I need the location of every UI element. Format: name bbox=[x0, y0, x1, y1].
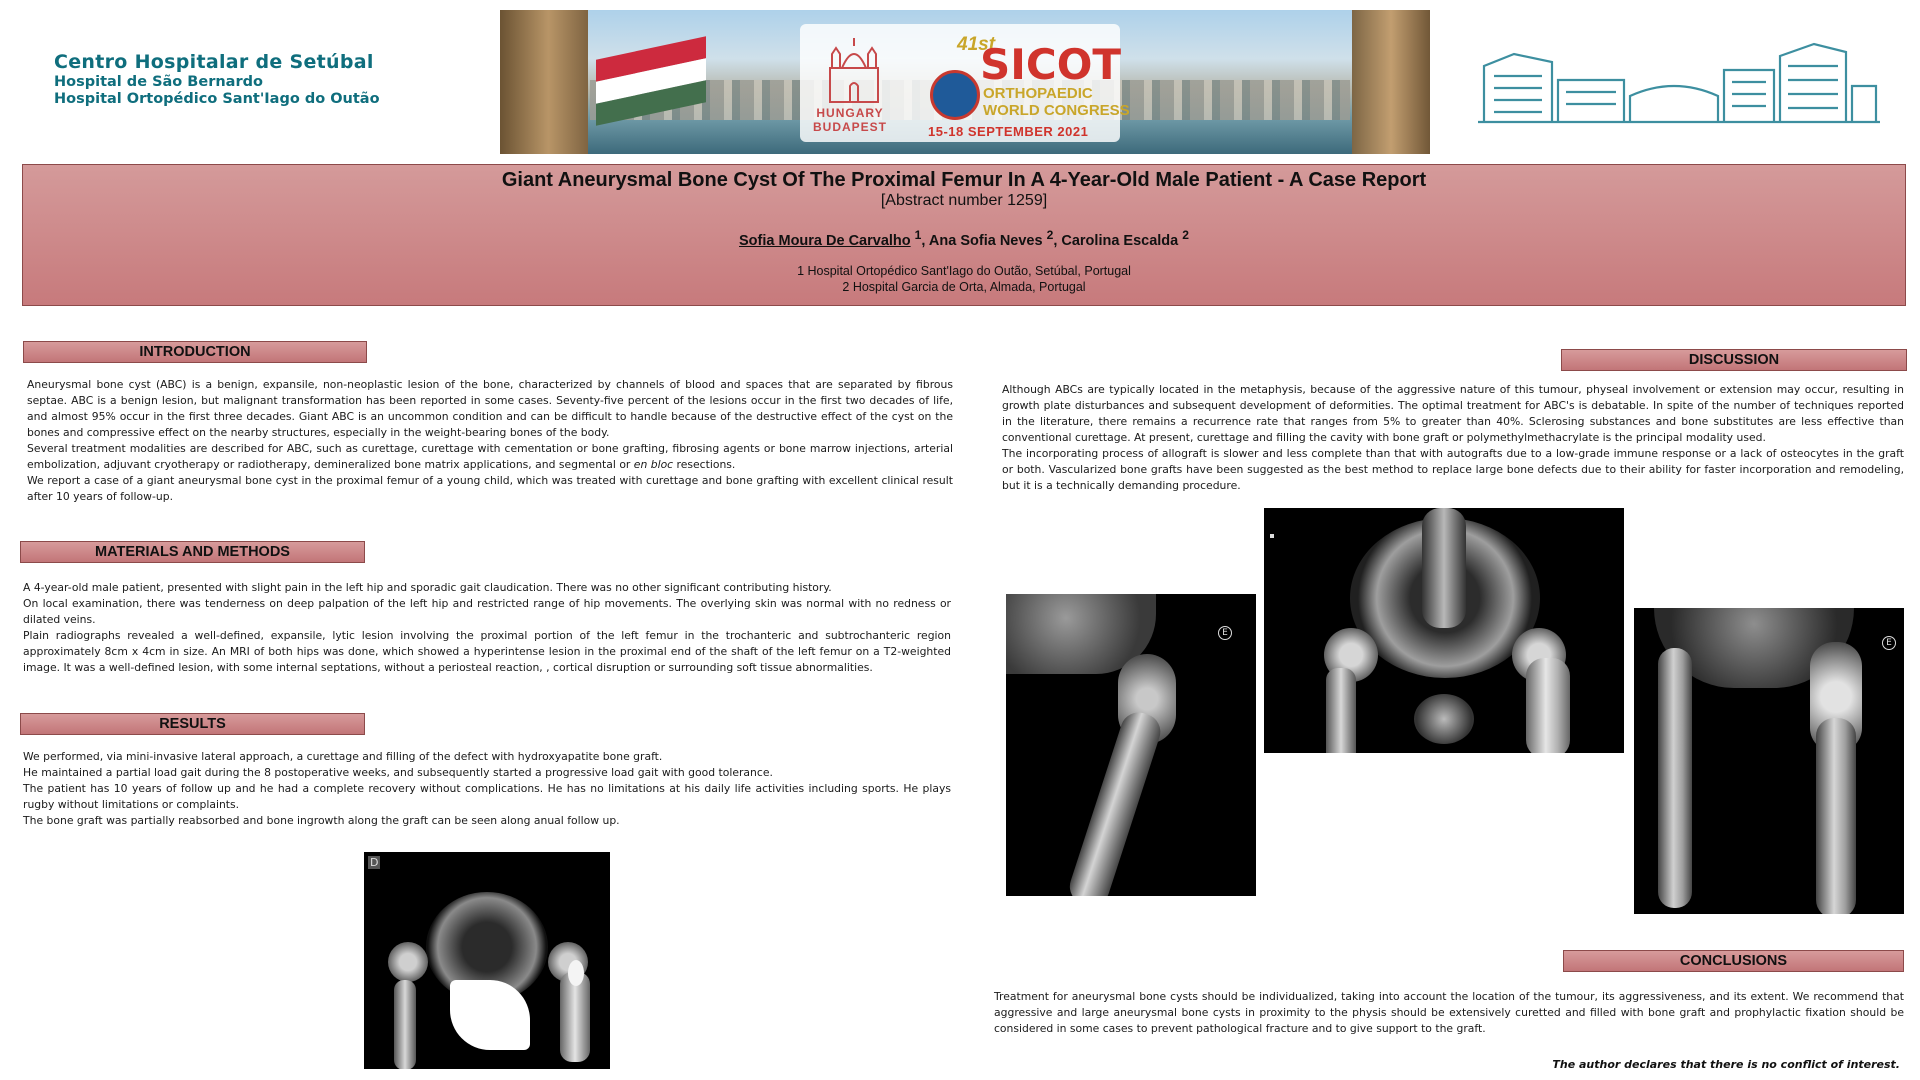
conclusions-paragraph-1: Treatment for aneurysmal bone cysts should be individualized, taking into account the location of the tumour, its aggressiveness, and its extent. We recommend that aggressive and large aneurysmal bone cysts in proximity to the physis should be extensively curetted and filled with bone graft and prophylactic fixation should be considered in some cases to prevent pathological fracture and to give support to the graft. bbox=[994, 990, 1904, 1035]
introduction-heading: INTRODUCTION bbox=[23, 341, 367, 363]
banner-subtitle bbox=[983, 86, 1130, 119]
preop-pelvis-xray bbox=[1264, 508, 1624, 753]
hospital-logo-line2: Hospital de São Bernardo bbox=[54, 73, 263, 90]
results-paragraph-3: The patient has 10 years of follow up and he had a complete recovery without complications. He has no limitations at his daily life activities including sports. He plays rugby without limitations or complaints. bbox=[23, 782, 951, 811]
hospital-logo bbox=[54, 52, 394, 107]
author-3: Carolina Escalda bbox=[1061, 232, 1179, 249]
materials-paragraph-3: Plain radiographs revealed a well-defined, expansile, lytic lesion involving the proximal portion of the left femur in the trochanteric and subtrochanteric region approximately 8cm x 4cm in size. An MRI of both hips was done, which showed a hyperintense lesion in the proximal end of the shaft of the left femur on a T2-weighted image. It was a well-defined lesion, with some internal septations, without a periosteal reaction, , cortical disruption or surrounding soft tissue abnormalities. bbox=[23, 629, 951, 674]
results-text bbox=[23, 749, 951, 829]
hospital-logo-line3: Hospital Ortopédico Sant'Iago do Outão bbox=[54, 90, 380, 107]
preop-femur-xray-left bbox=[1006, 594, 1256, 896]
discussion-text bbox=[1002, 382, 1904, 494]
materials-paragraph-2: On local examination, there was tenderness on deep palpation of the left hip and restricted range of hip movements. The overlying skin was normal with no redness or dilated veins. bbox=[23, 597, 951, 626]
banner-city: BUDAPEST bbox=[812, 120, 887, 134]
introduction-paragraph-2 bbox=[27, 441, 953, 473]
introduction-p2-italic: en bloc bbox=[633, 458, 674, 471]
banner-country-city bbox=[810, 106, 890, 134]
discussion-paragraph-1: Although ABCs are typically located in the metaphysis, because of the aggressive nature of this tumour, physeal involvement or extension may occur, resulting in growth plate disturbances and subsequent development of deformities. The optimal treatment for ABC's is debatable. In spite of the number of techniques reported in the literature, there remains a recurrence rate that ranges from 5% to greater than 40%. Sclerosing substances and bone substitutes are less effective than conventional curettage. At present, curettage and filling the cavity with bone graft or polymethylmethacrylate is the principal modality used. bbox=[1002, 383, 1904, 444]
banner-sicot: SICOT bbox=[980, 40, 1122, 89]
xray-marker-e-left: E bbox=[1218, 626, 1232, 640]
introduction-paragraph-1: Aneurysmal bone cyst (ABC) is a benign, expansile, non-neoplastic lesion of the bone, characterized by channels of blood and spaces that are separated by fibrous septae. ABC is a benign lesion, but malignant transformation has been reported in some cases. Seventy-five percent of the lesions occur in the first two decades of life, and almost 95% occur in the first three decades. Giant ABC is an uncommon condition and can be difficult to handle because of the destructive effect of the cyst on the bones and compressive effect on the nearby structures, especially in the weight-bearing bones of the body. bbox=[27, 378, 953, 439]
author-1-affiliation: 1 bbox=[914, 228, 922, 242]
affiliation-2: 2 Hospital Garcia de Orta, Almada, Portugal bbox=[842, 280, 1086, 295]
results-paragraph-2: He maintained a partial load gait during the 8 postoperative weeks, and subsequently started a progressive load gait with good tolerance. bbox=[23, 766, 773, 779]
introduction-paragraph-3: We report a case of a giant aneurysmal bone cyst in the proximal femur of a young child, which was treated with curettage and bone grafting with excellent clinical result after 10 years of follow-up. bbox=[27, 474, 953, 503]
conclusions-heading: CONCLUSIONS bbox=[1563, 950, 1904, 972]
xray-marker-d: D bbox=[370, 856, 379, 869]
congress-banner bbox=[500, 10, 1430, 154]
basilica-icon bbox=[824, 32, 884, 104]
materials-methods-text bbox=[23, 580, 951, 676]
hospital-logo-line1: Centro Hospitalar de Setúbal bbox=[54, 51, 374, 73]
poster-title: Giant Aneurysmal Bone Cyst Of The Proximal Femur In A 4-Year-Old Male Patient - A Case Report bbox=[501, 169, 1427, 191]
banner-country: HUNGARY bbox=[816, 106, 884, 120]
affiliation-1: 1 Hospital Ortopédico Sant'Iago do Outão, Setúbal, Portugal bbox=[797, 263, 1131, 278]
results-heading: RESULTS bbox=[20, 713, 365, 735]
introduction-p2-a: Several treatment modalities are described for ABC, such as curettage, curettage with cementation or bone grafting, fibrosing agents or bone marrow injections, arterial embolization, adjuvant cryotherapy or radiotherapy, demineralized bone matrix applications, and segmental or bbox=[27, 442, 953, 471]
author-list: Sofia Moura De Carvalho $^1$, Ana Sofia Neves $^2$, Carolina Escalda $^2$ bbox=[739, 228, 1189, 249]
materials-methods-heading: MATERIALS AND METHODS bbox=[20, 541, 365, 563]
xray-corner-marker bbox=[1270, 534, 1274, 538]
title-box bbox=[22, 164, 1906, 306]
xray-marker-e-right: E bbox=[1882, 636, 1896, 650]
column-right-image bbox=[1352, 10, 1430, 154]
affiliations bbox=[23, 263, 1905, 296]
author-2: Ana Sofia Neves bbox=[928, 232, 1043, 249]
sicot-emblem-icon bbox=[930, 70, 980, 120]
column-left-image bbox=[500, 10, 588, 154]
discussion-paragraph-2: The incorporating process of allograft is slower and less complete than that with autografts due to a low-grade immune response or a lack of osteocytes in the graft or both. Vascularized bone grafts have been suggested as the best method to replace large bone defects due to their ability for faster incorporation and remodeling, but it is a technically demanding procedure. bbox=[1002, 447, 1904, 492]
conflict-of-interest-disclaimer: The author declares that there is no conflict of interest. bbox=[1552, 1058, 1900, 1071]
discussion-heading: DISCUSSION bbox=[1561, 349, 1907, 371]
banner-subtitle-line2: WORLD CONGRESS bbox=[983, 101, 1130, 119]
banner-subtitle-line1: ORTHOPAEDIC bbox=[983, 85, 1093, 102]
conclusions-text bbox=[994, 989, 1904, 1037]
introduction-p2-b: resections. bbox=[673, 458, 736, 471]
author-2-affiliation: 2 bbox=[1046, 228, 1054, 242]
preop-femur-xray-right bbox=[1634, 608, 1904, 914]
banner-dates: 15-18 SEPTEMBER 2021 bbox=[928, 124, 1089, 139]
author-3-affiliation: 2 bbox=[1182, 228, 1189, 242]
followup-pelvis-xray bbox=[364, 852, 610, 1069]
hospital-garcia-de-orta-logo bbox=[1474, 36, 1884, 126]
results-paragraph-1: We performed, via mini-invasive lateral approach, a curettage and filling of the defect with hydroxyapatite bone graft. bbox=[23, 750, 663, 763]
introduction-text bbox=[27, 377, 953, 505]
author-1: Sofia Moura De Carvalho bbox=[739, 232, 911, 249]
results-paragraph-4: The bone graft was partially reabsorbed and bone ingrowth along the graft can be seen along anual follow up. bbox=[23, 814, 620, 827]
banner-ordinal: 41st bbox=[957, 34, 996, 55]
abstract-number: [Abstract number 1259] bbox=[880, 192, 1048, 209]
materials-paragraph-1: A 4-year-old male patient, presented with slight pain in the left hip and sporadic gait claudication. There was no other significant contributing history. bbox=[23, 581, 832, 594]
